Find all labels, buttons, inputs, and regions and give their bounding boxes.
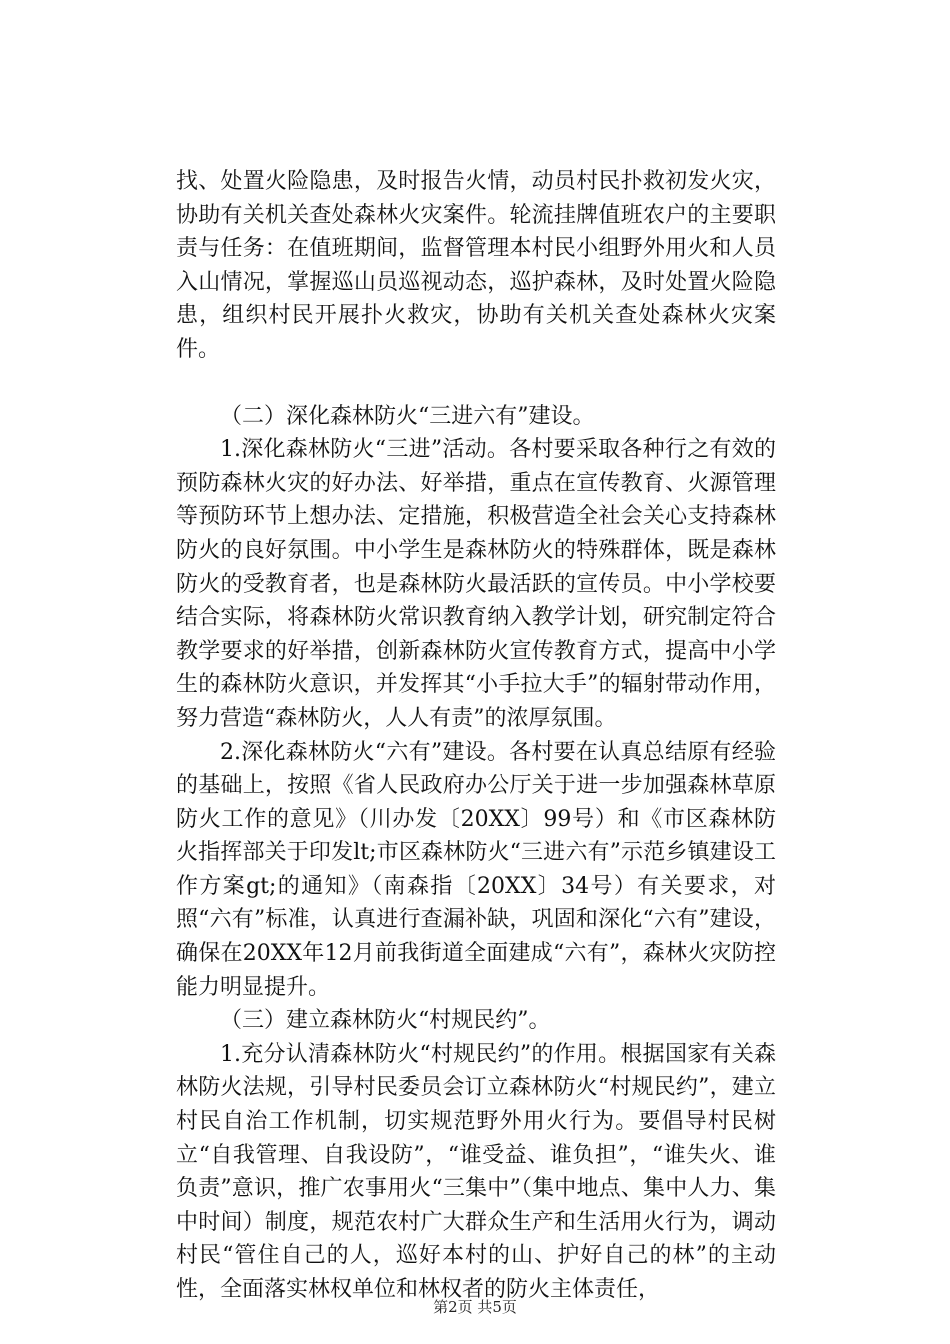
paragraph-continuation: 找、处置火险隐患，及时报告火情，动员村民扑救初发火灾，协助有关机关查处森林火灾案件。轮流挂牌值班农户的主要职责与任务：在值班期间，监督管理本村民小组野外用火和人员入山情况，掌握巡山员巡视动态，巡护森林，及时处置火险隐患，组织村民开展扑火救灾，协助有关机关查处森林火灾案件。 [176, 169, 776, 362]
document-body [176, 165, 776, 1307]
page-number-footer: 第2页 共5页 [433, 1298, 517, 1316]
paragraph-cunguiminyue: 1.充分认清森林防火“村规民约”的作用。根据国家有关森林防火法规，引导村民委员会订立森林防火“村规民约”，建立村民自治工作机制，切实规范野外用火行为。要倡导村民树立“自我管理、自我设防”，“谁受益、谁负担”，“谁失火、谁负责”意识，推广农事用火“三集中”（集中地点、集中人力、集中时间）制度，规范农村广大群众生产和生活用火行为，调动村民“管住自己的人，巡好本村的山、护好自己的林”的主动性，全面落实林权单位和林权者的防火主体责任， [176, 1041, 776, 1302]
section-heading-2: （二）深化森林防火“三进六有”建设。 [220, 403, 595, 429]
paragraph-sanjin: 1.深化森林防火“三进”活动。各村要采取各种行之有效的预防森林火灾的好办法、好举措，重点在宣传教育、火源管理等预防环节上想办法、定措施，积极营造全社会关心支持森林防火的良好氛围。中小学生是森林防火的特殊群体，既是森林防火的受教育者，也是森林防火最活跃的宣传员。中小学校要结合实际，将森林防火常识教育纳入教学计划，研究制定符合教学要求的好举措，创新森林防火宣传教育方式，提高中小学生的森林防火意识，并发挥其“小手拉大手”的辐射带动作用，努力营造“森林防火，人人有责”的浓厚氛围。 [176, 437, 776, 731]
section-heading-3: （三）建立森林防火“村规民约”。 [220, 1008, 551, 1034]
paragraph-liuyou: 2.深化森林防火“六有”建设。各村要在认真总结原有经验的基础上，按照《省人民政府办公厅关于进一步加强森林草原防火工作的意见》（川办发〔20XX〕99号）和《市区森林防火指挥部关于印发lt;市区森林防火“三进六有”示范乡镇建设工作方案gt;的通知》（南森指〔20XX〕34号）有关要求，对照“六有”标准，认真进行查漏补缺，巩固和深化“六有”建设，确保在20XX年12月前我街道全面建成“六有”，森林火灾防控能力明显提升。 [176, 739, 776, 1000]
